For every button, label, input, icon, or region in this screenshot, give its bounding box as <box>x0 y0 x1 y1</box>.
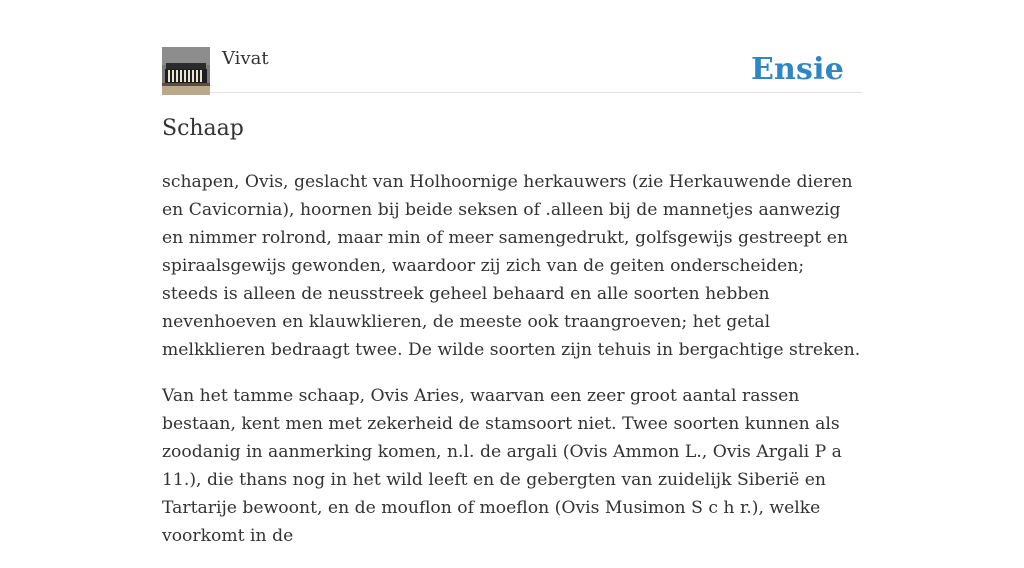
article-paragraph: schapen, Ovis, geslacht van Holhoornige herkauwers (zie Herkauwende dieren en Cavicornia), hoornen bij beide seksen of .alleen bij de mannetjes aanwezig en nimmer rolrond, maar min of meer samengedrukt, golfsgewijs gestreept en spiraalsgewijs gewonden, waardoor zij zich van de geiten onderscheiden; steeds is alleen de neusstreek geheel behaard en alle soorten hebben nevenhoeven en klauwklieren, de meeste ook traangroeven; het getal melkklieren bedraagt twee. De wilde soorten zijn tehuis in bergachtige streken. <box>162 172 861 360</box>
author-avatar[interactable] <box>162 47 210 95</box>
brand-logo[interactable]: Ensie <box>750 52 844 87</box>
page-header <box>162 46 862 93</box>
article-paragraph: Van het tamme schaap, Ovis Aries, waarvan een zeer groot aantal rassen bestaan, kent men met zekerheid de stamsoort niet. Twee soorten kunnen als zoodanig in aanmerking komen, n.l. de argali (Ovis Ammon L., Ovis Argali P a 11.), die thans nog in het wild leeft en de gebergten van zuidelijk Siberië en Tartarije bewoont, en de mouflon of moeflon (Ovis Musimon S c h r.), welke voorkomt in de <box>162 386 842 546</box>
article-body <box>162 168 862 568</box>
author-name[interactable]: Vivat <box>222 48 269 69</box>
page-title: Schaap <box>162 116 244 141</box>
typewriter-avatar-icon <box>162 47 210 95</box>
